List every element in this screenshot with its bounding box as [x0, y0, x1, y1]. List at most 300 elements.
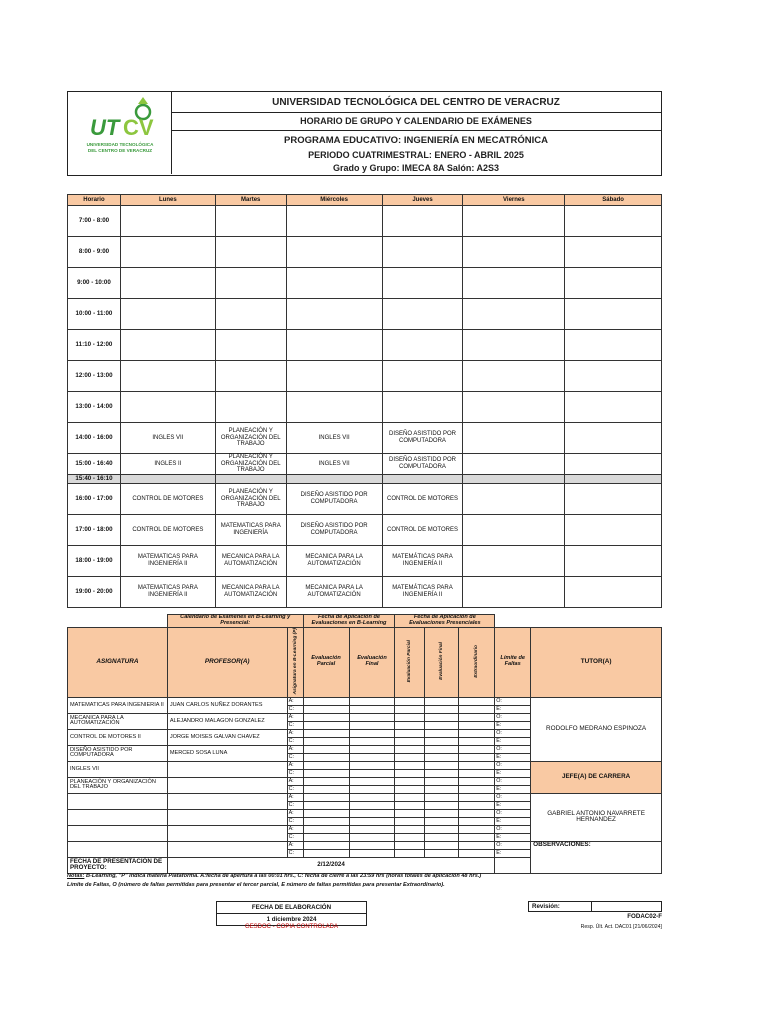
exam-date-cell [303, 809, 349, 817]
exam-date-cell [349, 801, 395, 809]
schedule-cell [565, 454, 662, 475]
exam-date-cell [303, 817, 349, 825]
fecha-elaboracion-label: FECHA DE ELABORACIÓN [217, 902, 367, 914]
exam-date-cell [459, 793, 495, 801]
exam-ac-label: C: [287, 721, 303, 729]
schedule-cell: PLANEACIÓN Y ORGANIZACIÓN DEL TRABAJO [215, 454, 286, 475]
exam-date-cell [349, 729, 395, 737]
schedule-cell: MECANICA PARA LA AUTOMATIZACIÓN [215, 577, 286, 608]
schedule-cell [382, 361, 463, 392]
exam-subject: MATEMATICAS PARA INGENIERIA II [68, 697, 168, 713]
form-code: FODAC02-F [627, 913, 662, 920]
exam-date-cell [303, 729, 349, 737]
schedule-cell [463, 361, 565, 392]
tutor-name: RODOLFO MEDRANO ESPINOZA [531, 697, 662, 761]
exam-oe-label: O: [495, 761, 531, 769]
exam-date-cell [459, 753, 495, 761]
schedule-cell: DISEÑO ASISTIDO POR COMPUTADORA [382, 454, 463, 475]
exam-date-cell [459, 729, 495, 737]
schedule-cell [215, 475, 286, 484]
schedule-header-row [68, 195, 662, 206]
exam-date-cell [425, 777, 459, 785]
col-tutor: TUTOR(A) [531, 627, 662, 697]
exam-row [68, 793, 662, 801]
observaciones-label: OBSERVACIONES: [531, 841, 662, 873]
exam-teacher: ALEJANDRO MALAGON GONZALEZ [167, 713, 287, 729]
notes-line-1: B-Learning, "P" indica materia Plataforma. A:fecha de apertura a las 00:01 hrs., C: fecha de cierre a las 23:59 hrs (horas totales de aplicación 48 hrs.) [84, 873, 482, 879]
exam-row [68, 841, 662, 849]
exam-date-cell [349, 841, 395, 849]
schedule-row [68, 392, 662, 423]
exam-subject [68, 825, 168, 841]
exam-ac-label: C: [287, 801, 303, 809]
schedule-time: 15:00 - 16:40 [68, 454, 121, 475]
exam-date-cell [395, 697, 425, 705]
schedule-row [68, 546, 662, 577]
exam-ac-label: A: [287, 729, 303, 737]
exam-subject: MECANICA PARA LA AUTOMATIZACIÓN [68, 713, 168, 729]
schedule-time: 7:00 - 8:00 [68, 206, 121, 237]
exam-date-cell [459, 833, 495, 841]
col-extraordinario: Extraordinario [474, 644, 480, 678]
exam-date-cell [303, 825, 349, 833]
exam-date-cell [395, 809, 425, 817]
schedule-col-4: Jueves [382, 195, 463, 206]
document-header [67, 91, 662, 176]
exam-date-cell [459, 721, 495, 729]
exam-date-cell [395, 737, 425, 745]
schedule-cell: CONTROL DE MOTORES [120, 484, 215, 515]
schedule-cell: MATEMATICAS PARA INGENIERÍA II [120, 546, 215, 577]
fecha-elaboracion-value: 1 diciembre 2024 [217, 914, 367, 926]
exam-date-cell [425, 713, 459, 721]
exam-oe-label: E: [495, 769, 531, 777]
schedule-cell [463, 577, 565, 608]
exam-date-cell [425, 801, 459, 809]
schedule-table [67, 194, 662, 608]
exam-ac-label: C: [287, 817, 303, 825]
exam-date-cell [425, 833, 459, 841]
schedule-col-3: Miércoles [286, 195, 382, 206]
exam-date-cell [349, 833, 395, 841]
exam-oe-label: E: [495, 753, 531, 761]
schedule-col-6: Sábado [565, 195, 662, 206]
exam-ac-label: C: [287, 849, 303, 857]
exam-date-cell [425, 737, 459, 745]
period: PERIODO CUATRIMESTRAL: ENERO - ABRIL 2025 [308, 150, 524, 160]
logo-subtitle-2: DEL CENTRO DE VERACRUZ [87, 147, 153, 153]
exam-date-cell [349, 737, 395, 745]
schedule-cell [382, 237, 463, 268]
schedule-cell [286, 330, 382, 361]
exam-date-cell [349, 713, 395, 721]
schedule-cell [286, 237, 382, 268]
schedule-cell [565, 577, 662, 608]
revision-label: Revisión: [529, 902, 592, 912]
exam-teacher: JORGE MOISES GALVAN CHAVEZ [167, 729, 287, 745]
utcv-logo-icon [68, 92, 171, 174]
exam-row [68, 761, 662, 769]
exam-ac-label: A: [287, 825, 303, 833]
exam-date-cell [395, 745, 425, 753]
schedule-cell [463, 423, 565, 454]
exam-oe-label: O: [495, 729, 531, 737]
exam-date-cell [395, 825, 425, 833]
exam-date-cell [459, 697, 495, 705]
schedule-cell [463, 475, 565, 484]
schedule-row [68, 515, 662, 546]
schedule-cell [215, 299, 286, 330]
exam-date-cell [303, 705, 349, 713]
exam-date-cell [459, 705, 495, 713]
schedule-cell [463, 330, 565, 361]
schedule-row [68, 454, 662, 475]
exam-date-cell [459, 737, 495, 745]
exam-calendar-table [67, 614, 662, 874]
exam-date-cell [303, 745, 349, 753]
exam-ac-label: C: [287, 753, 303, 761]
exam-date-cell [425, 761, 459, 769]
exam-date-cell [395, 753, 425, 761]
fecha-presentacion-value: 2/12/2024 [167, 857, 494, 873]
schedule-row [68, 484, 662, 515]
exam-date-cell [459, 801, 495, 809]
exam-date-cell [349, 849, 395, 857]
exam-oe-label: E: [495, 849, 531, 857]
schedule-cell [215, 206, 286, 237]
schedule-cell: MATEMÁTICAS PARA INGENIERÍA II [382, 577, 463, 608]
exam-date-cell [459, 745, 495, 753]
schedule-cell [286, 206, 382, 237]
exam-date-cell [459, 841, 495, 849]
exam-date-cell [303, 785, 349, 793]
exam-date-cell [425, 697, 459, 705]
exam-date-cell [303, 737, 349, 745]
schedule-cell [565, 484, 662, 515]
schedule-time: 8:00 - 9:00 [68, 237, 121, 268]
exam-date-cell [303, 713, 349, 721]
exam-oe-label: E: [495, 785, 531, 793]
schedule-cell: INGLES II [120, 454, 215, 475]
schedule-row [68, 237, 662, 268]
schedule-col-0: Horario [68, 195, 121, 206]
exam-date-cell [349, 769, 395, 777]
schedule-cell [215, 361, 286, 392]
col-eval-final: Evaluación Final [349, 627, 395, 697]
exam-date-cell [349, 809, 395, 817]
exam-date-cell [395, 729, 425, 737]
exam-date-cell [395, 777, 425, 785]
schedule-cell [463, 546, 565, 577]
schedule-cell: MECANICA PARA LA AUTOMATIZACIÓN [215, 546, 286, 577]
schedule-cell [382, 299, 463, 330]
exam-date-cell [459, 849, 495, 857]
university-name: UNIVERSIDAD TECNOLÓGICA DEL CENTRO DE VERACRUZ [272, 97, 560, 108]
schedule-cell: MATEMATICAS PARA INGENIERÍA II [120, 577, 215, 608]
exam-date-cell [425, 753, 459, 761]
exam-date-cell [395, 785, 425, 793]
schedule-cell [286, 268, 382, 299]
exam-date-cell [303, 697, 349, 705]
schedule-time: 9:00 - 10:00 [68, 268, 121, 299]
schedule-row [68, 423, 662, 454]
exam-date-cell [303, 777, 349, 785]
exam-date-cell [459, 713, 495, 721]
notes [67, 872, 481, 890]
exam-date-cell [349, 697, 395, 705]
schedule-cell [463, 515, 565, 546]
exam-subject: DISEÑO ASISTIDO POR COMPUTADORA [68, 745, 168, 761]
schedule-cell: INGLES VII [286, 423, 382, 454]
exam-date-cell [349, 793, 395, 801]
schedule-cell: DISEÑO ASISTIDO POR COMPUTADORA [286, 515, 382, 546]
exam-ac-label: C: [287, 769, 303, 777]
program-name: PROGRAMA EDUCATIVO: INGENIERÍA EN MECATRÓNICA [284, 135, 548, 146]
exam-oe-label: O: [495, 809, 531, 817]
schedule-time: 10:00 - 11:00 [68, 299, 121, 330]
exam-date-cell [303, 833, 349, 841]
exam-teacher [167, 841, 287, 857]
exam-date-cell [303, 769, 349, 777]
exam-ac-label: A: [287, 745, 303, 753]
schedule-cell: MATEMATICAS PARA INGENIERÍA [215, 515, 286, 546]
exam-date-cell [425, 809, 459, 817]
exam-subject [68, 809, 168, 825]
exam-date-cell [303, 793, 349, 801]
exam-date-cell [349, 785, 395, 793]
exam-date-cell [349, 761, 395, 769]
exam-teacher [167, 825, 287, 841]
schedule-time: 12:00 - 13:00 [68, 361, 121, 392]
exam-oe-label: E: [495, 705, 531, 713]
schedule-time: 16:00 - 17:00 [68, 484, 121, 515]
col-asignatura-blearning: Asignatura en B-Learning (P) [292, 627, 298, 695]
schedule-cell: MECANICA PARA LA AUTOMATIZACIÓN [286, 546, 382, 577]
schedule-cell [565, 475, 662, 484]
exam-oe-label: E: [495, 737, 531, 745]
schedule-cell [120, 206, 215, 237]
exam-date-cell [425, 721, 459, 729]
svg-text:CV: CV [123, 115, 154, 140]
exam-date-cell [425, 769, 459, 777]
schedule-cell: CONTROL DE MOTORES [382, 515, 463, 546]
exam-date-cell [395, 833, 425, 841]
exam-oe-label: O: [495, 697, 531, 705]
schedule-col-1: Lunes [120, 195, 215, 206]
group-classroom: Grado y Grupo: IMECA 8A Salón: A2S3 [332, 163, 500, 173]
schedule-cell [565, 330, 662, 361]
exam-date-cell [425, 793, 459, 801]
schedule-cell [286, 475, 382, 484]
exam-date-cell [459, 785, 495, 793]
notes-line-2: Límite de Faltas, O (número de faltas permitidas para presentar el tercer parcial, E número de faltas permitidas para presentar Extraordinario). [67, 881, 445, 888]
exam-ac-label: A: [287, 697, 303, 705]
exam-date-cell [349, 825, 395, 833]
schedule-cell [463, 392, 565, 423]
notes-prefix: Notas: [67, 873, 85, 879]
exam-oe-label: E: [495, 817, 531, 825]
schedule-cell [565, 392, 662, 423]
schedule-cell [215, 268, 286, 299]
schedule-cell [120, 392, 215, 423]
exam-oe-label: O: [495, 841, 531, 849]
schedule-row [68, 361, 662, 392]
document-title: HORARIO DE GRUPO Y CALENDARIO DE EXÁMENES [300, 116, 532, 126]
exam-oe-label: O: [495, 713, 531, 721]
exam-date-cell [395, 721, 425, 729]
schedule-time: 14:00 - 16:00 [68, 423, 121, 454]
exam-date-cell [303, 761, 349, 769]
exam-date-cell [425, 729, 459, 737]
exam-ac-label: C: [287, 737, 303, 745]
exam-teacher: MERCED SOSA LUNA [167, 745, 287, 761]
exam-date-cell [395, 705, 425, 713]
exam-date-cell [395, 801, 425, 809]
schedule-cell: PLANEACIÓN Y ORGANIZACIÓN DEL TRABAJO [215, 423, 286, 454]
exam-date-cell [425, 817, 459, 825]
calendar-header: Calendario de Exámenes en B-Learning y Presencial: [167, 615, 303, 628]
exam-date-cell [459, 777, 495, 785]
col-limite-faltas: Límite de Faltas [495, 627, 531, 697]
exam-oe-label: O: [495, 745, 531, 753]
schedule-cell: PLANEACIÓN Y ORGANIZACIÓN DEL TRABAJO [215, 484, 286, 515]
schedule-row [68, 330, 662, 361]
exam-date-cell [395, 761, 425, 769]
schedule-row [68, 577, 662, 608]
schedule-cell [120, 361, 215, 392]
exam-date-cell [395, 713, 425, 721]
exam-date-cell [459, 817, 495, 825]
presencial-header: Fecha de Aplicación de Evaluaciones Presenciales [395, 615, 495, 628]
blearning-header: Fecha de Aplicación de Evaluaciones en B-Learning [303, 615, 395, 628]
exam-date-cell [459, 761, 495, 769]
fecha-presentacion-blank [495, 857, 531, 873]
schedule-cell [463, 454, 565, 475]
exam-ac-label: A: [287, 777, 303, 785]
schedule-cell [382, 392, 463, 423]
schedule-cell [565, 546, 662, 577]
exam-date-cell [395, 793, 425, 801]
schedule-time: 17:00 - 18:00 [68, 515, 121, 546]
schedule-cell [565, 515, 662, 546]
exam-ac-label: C: [287, 833, 303, 841]
schedule-cell [120, 237, 215, 268]
exam-teacher: JUAN CARLOS NUÑEZ DORANTES [167, 697, 287, 713]
schedule-cell: DISEÑO ASISTIDO POR COMPUTADORA [286, 484, 382, 515]
exam-date-cell [395, 849, 425, 857]
schedule-cell: MATEMÁTICAS PARA INGENIERÍA II [382, 546, 463, 577]
schedule-cell [463, 268, 565, 299]
schedule-cell [215, 392, 286, 423]
schedule-col-5: Viernes [463, 195, 565, 206]
exam-date-cell [349, 745, 395, 753]
schedule-row [68, 268, 662, 299]
exam-date-cell [303, 753, 349, 761]
copia-controlada: GESDOC - COPIA CONTROLADA [244, 924, 338, 930]
exam-date-cell [303, 849, 349, 857]
svg-text:UT: UT [90, 115, 120, 140]
exam-date-cell [349, 777, 395, 785]
schedule-time: 18:00 - 19:00 [68, 546, 121, 577]
col-asignatura: ASIGNATURA [68, 627, 168, 697]
exam-date-cell [395, 769, 425, 777]
logo [68, 92, 172, 174]
schedule-cell [286, 299, 382, 330]
exam-date-cell [459, 809, 495, 817]
schedule-time: 11:10 - 12:00 [68, 330, 121, 361]
exam-date-cell [303, 841, 349, 849]
exam-teacher [167, 809, 287, 825]
exam-date-cell [349, 721, 395, 729]
exam-oe-label: O: [495, 777, 531, 785]
exam-date-cell [349, 705, 395, 713]
schedule-cell [120, 475, 215, 484]
schedule-cell: MECANICA PARA LA AUTOMATIZACIÓN [286, 577, 382, 608]
revision-value [592, 902, 662, 912]
resp-ult-act: Resp. Últ. Act. DAC01 [21/06/2024] [580, 924, 662, 930]
exam-teacher [167, 793, 287, 809]
fecha-presentacion-label: FECHA DE PRESENTACIÓN DE PROYECTO: [68, 857, 168, 873]
exam-ac-label: A: [287, 841, 303, 849]
schedule-row [68, 299, 662, 330]
schedule-cell [286, 392, 382, 423]
col-profesor: PROFESOR(A) [167, 627, 287, 697]
fecha-elaboracion-table [216, 901, 367, 926]
exam-subject: INGLES VII [68, 761, 168, 777]
schedule-cell [120, 268, 215, 299]
exam-date-cell [425, 745, 459, 753]
exam-date-cell [425, 825, 459, 833]
exam-ac-label: A: [287, 793, 303, 801]
exam-date-cell [303, 721, 349, 729]
exam-date-cell [425, 841, 459, 849]
jefe-carrera-label: JEFE(A) DE CARRERA [531, 761, 662, 793]
exam-date-cell [459, 825, 495, 833]
schedule-cell [463, 484, 565, 515]
revision-table [528, 901, 662, 912]
schedule-cell [382, 330, 463, 361]
exam-oe-label: E: [495, 721, 531, 729]
schedule-time: 13:00 - 14:00 [68, 392, 121, 423]
exam-date-cell [349, 817, 395, 825]
schedule-cell [565, 361, 662, 392]
schedule-cell [382, 206, 463, 237]
schedule-cell [463, 299, 565, 330]
schedule-cell [565, 299, 662, 330]
exam-date-cell [395, 841, 425, 849]
schedule-cell: INGLES VII [120, 423, 215, 454]
exam-ac-label: A: [287, 713, 303, 721]
schedule-cell: CONTROL DE MOTORES [120, 515, 215, 546]
schedule-time: 15:40 - 16:10 [68, 475, 121, 484]
exam-teacher [167, 777, 287, 793]
exam-date-cell [459, 769, 495, 777]
logo-subtitle-1: UNIVERSIDAD TECNOLÓGICA [86, 142, 154, 147]
schedule-row [68, 206, 662, 237]
schedule-cell [286, 361, 382, 392]
exam-subject: PLANEACIÓN Y ORGANIZACIÓN DEL TRABAJO [68, 777, 168, 793]
col-pres-final: Evaluación Final [439, 641, 445, 680]
exam-row [68, 697, 662, 705]
exam-oe-label: O: [495, 825, 531, 833]
schedule-cell [463, 237, 565, 268]
schedule-time: 19:00 - 20:00 [68, 577, 121, 608]
schedule-cell [463, 206, 565, 237]
schedule-cell [565, 423, 662, 454]
exam-subject [68, 793, 168, 809]
schedule-cell [382, 268, 463, 299]
exam-date-cell [303, 801, 349, 809]
